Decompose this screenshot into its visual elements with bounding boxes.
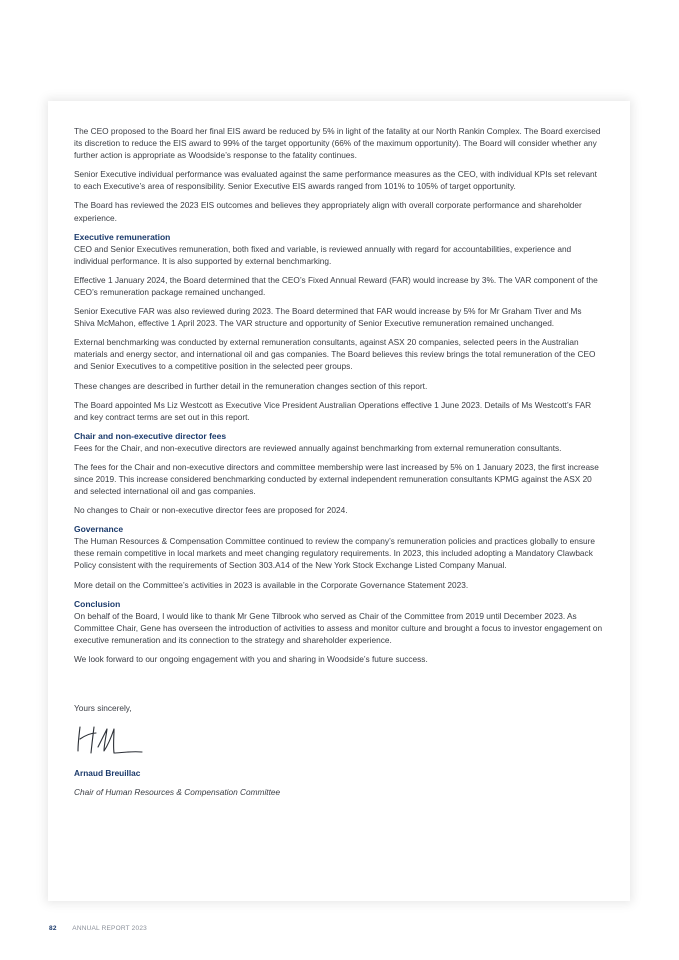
handwritten-signature [74, 721, 154, 761]
conclusion-paragraph: We look forward to our ongoing engagement with you and sharing in Woodside’s future success. [74, 653, 428, 664]
director-fees-paragraph: No changes to Chair or non-executive director fees are proposed for 2024. [74, 505, 348, 516]
intro-paragraph-3: The Board has reviewed the 2023 EIS outcomes and believes they appropriately align with overall corporate performance and shareholder experience. [74, 200, 582, 223]
executive-remuneration-paragraph: CEO and Senior Executives remuneration, both fixed and variable, is reviewed annually with regard for accountabilities, experience and individual performance. It is also supported by external benchmarking. [74, 243, 572, 266]
director-fees-paragraph: Fees for the Chair, and non-executive directors are reviewed annually against benchmarking from external remuneration consultants. [74, 442, 562, 453]
conclusion-paragraph: On behalf of the Board, I would like to thank Mr Gene Tilbrook who served as Chair of the Committee from 2019 until December 2023. As Committee Chair, Gene has overseen the introduction of activities to assess and monitor culture and brought a focus to investor engagement on executive remuneration and its connection to the strategy and shareholder experience. [74, 610, 603, 645]
signatory-title: Chair of Human Resources & Compensation Committee [74, 787, 281, 798]
section-heading-conclusion: Conclusion [74, 598, 121, 609]
executive-remuneration-paragraph: Senior Executive FAR was also reviewed during 2023. The Board determined that FAR would increase by 5% for Mr Graham Tiver and Ms Shiva McMahon, effective 1 April 2023. The VAR structure and opportunity of Senior Executive remuneration remained unchanged. [74, 306, 582, 329]
spacer [74, 672, 604, 702]
letter-content [74, 125, 604, 805]
executive-remuneration-paragraph: These changes are described in further detail in the remuneration changes section of this report. [74, 380, 428, 391]
section-heading-executive-remuneration: Executive remuneration [74, 231, 171, 242]
section-heading-governance: Governance [74, 524, 124, 535]
governance-paragraph: More detail on the Committee’s activities in 2023 is available in the Corporate Governance Statement 2023. [74, 579, 469, 590]
governance-paragraph: The Human Resources & Compensation Committee continued to review the company’s remuneration policies and practices globally to ensure these remain competitive in local markets and meet changing regulatory requirements. In 2023, this included adopting a Mandatory Clawback Policy consistent with the requirements of Section 303.A14 of the New York Stock Exchange Listed Company Manual. [74, 536, 595, 571]
intro-paragraph-2: Senior Executive individual performance was evaluated against the same performance measures as the CEO, with individual KPIs set relevant to each Executive’s area of responsibility. Senior Executive EIS awards ranged from 101% to 105% of target opportunity. [74, 169, 597, 192]
page-number: 82 [49, 925, 57, 932]
section-heading-director-fees: Chair and non-executive director fees [74, 430, 227, 441]
intro-paragraph-1: The CEO proposed to the Board her final EIS award be reduced by 5% in light of the fatality at our North Rankin Complex. The Board exercised its discretion to reduce the EIS award to 99% of the target opportunity (66% of the maximum opportunity). The Board will consider whether any further action is appropriate as Woodside’s response to the fatality continues. [74, 126, 601, 161]
executive-remuneration-paragraph: Effective 1 January 2024, the Board determined that the CEO’s Fixed Annual Reward (FAR) would increase by 3%. The VAR component of the CEO’s remuneration package remained unchanged. [74, 274, 598, 297]
executive-remuneration-paragraph: The Board appointed Ms Liz Westcott as Executive Vice President Australian Operations effective 1 June 2023. Details of Ms Westcott’s FAR and key contract terms are set out in this report. [74, 399, 592, 422]
closing-salutation: Yours sincerely, [74, 703, 132, 713]
report-page-card [48, 101, 630, 901]
executive-remuneration-paragraph: External benchmarking was conducted by external remuneration consultants, against ASX 20 companies, selected peers in the Australian materials and energy sector, and international oil and gas companies. The Board believes this review brings the total remuneration of the CEO and Senior Executives to a competitive position in the selected peer groups. [74, 337, 596, 372]
report-title: ANNUAL REPORT 2023 [72, 925, 147, 932]
page-footer [49, 925, 147, 932]
signatory-name: Arnaud Breuillac [74, 768, 141, 779]
director-fees-paragraph: The fees for the Chair and non-executive directors and committee membership were last increased by 5% on 1 January 2023, the first increase since 2019. This increase considered benchmarking conducted by external independent remuneration consultants KPMG against the ASX 20 and selected international oil and gas companies. [74, 461, 599, 497]
